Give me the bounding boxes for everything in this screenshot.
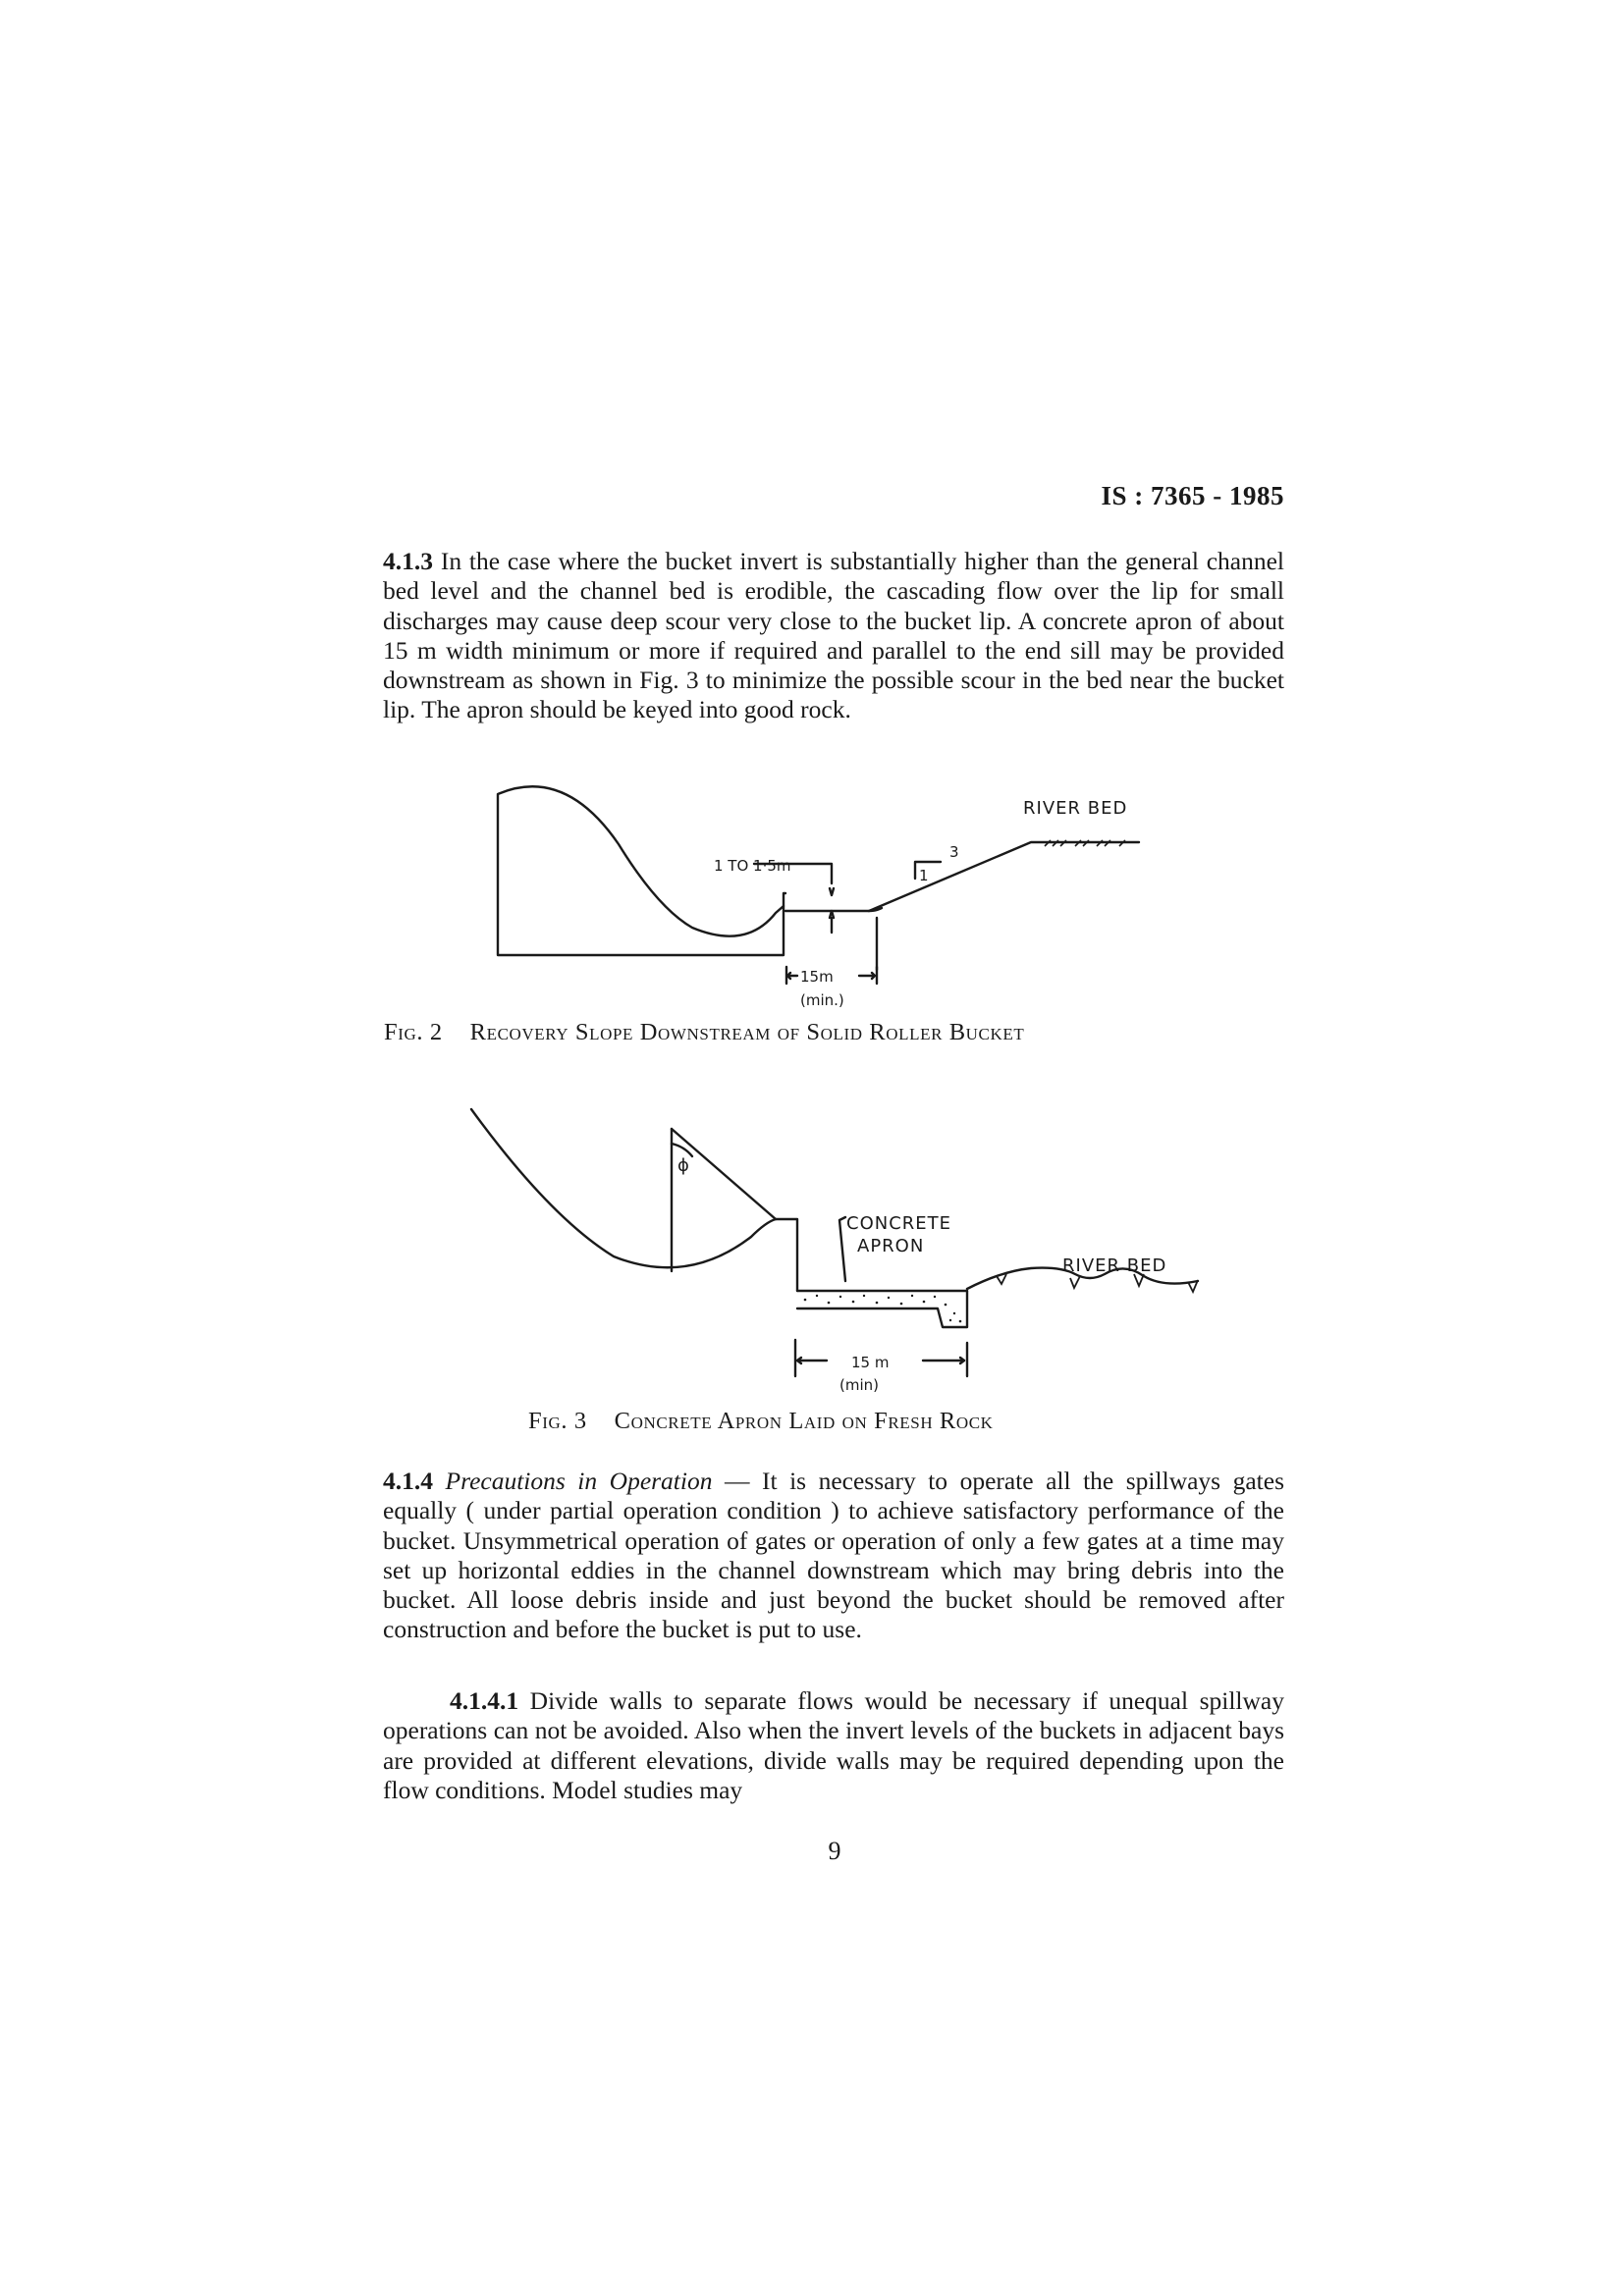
phi-angle-label: ϕ xyxy=(677,1155,690,1176)
figure-3-caption xyxy=(528,1408,994,1435)
apron-width-min-label: (min.) xyxy=(800,991,844,1009)
apron-label: APRON xyxy=(857,1236,925,1256)
section-number: 4.1.3 xyxy=(383,547,433,575)
concrete-label: CONCRETE xyxy=(846,1213,952,1234)
step-height-label: 1 TO 1·5m xyxy=(714,857,791,875)
section-number: 4.1.4.1 xyxy=(450,1686,519,1715)
river-bed-label: RIVER BED xyxy=(1062,1255,1167,1276)
paragraph-heading: Precautions in Operation xyxy=(445,1467,713,1495)
page-number: 9 xyxy=(828,1837,841,1865)
paragraph-text: In the case where the bucket invert is substantially higher than the general channel bed level and the channel bed is erodible, the cascading flow over the lip for small discharges may cause deep scour very close to the bucket lip. A concrete apron of about 15 m width minimum or more if required and parallel to the end sill may be provided downstream as shown in Fig. 3 to minimize the possible scour in the bed near the bucket lip. The apron should be keyed into good rock. xyxy=(383,547,1285,724)
slope-horizontal-label: 3 xyxy=(949,843,959,861)
apron-width-min-label: (min) xyxy=(839,1376,879,1394)
slope-vertical-label: 1 xyxy=(919,867,929,884)
figure-3-title: Concrete Apron Laid on Fresh Rock xyxy=(614,1408,994,1434)
figure-2-title: Recovery Slope Downstream of Solid Roller Bucket xyxy=(469,1019,1025,1045)
river-bed-label: RIVER BED xyxy=(1023,798,1128,819)
figure-2-number: Fig. 2 xyxy=(384,1019,443,1045)
paragraph-text: — It is necessary to operate all the spillways gates equally ( under partial operation condition ) to achieve satisfactory performance of the bucket. Unsymmetrical operation of gates or operation of only a few gates at a time may set up horizontal eddies in the channel downstream which may bring debris into the bucket. All loose debris inside and just beyond the bucket should be removed after construction and before the bucket is put to use. xyxy=(383,1467,1284,1644)
apron-width-label: 15m xyxy=(800,968,834,986)
paragraph-text: Divide walls to separate flows would be necessary if unequal spillway operations can not be avoided. Also when the invert levels of the buckets in adjacent bays are provided at different elevations, divide walls may be required depending upon the flow conditions. Model studies may xyxy=(383,1686,1285,1804)
figure-3-number: Fig. 3 xyxy=(528,1408,587,1434)
paragraph-4-1-4-1 xyxy=(383,1686,1284,1805)
standard-number-header: IS : 7365 - 1985 xyxy=(1101,481,1284,510)
paragraph-4-1-4 xyxy=(383,1467,1284,1645)
apron-width-label: 15 m xyxy=(851,1354,890,1371)
section-number: 4.1.4 xyxy=(383,1467,433,1495)
